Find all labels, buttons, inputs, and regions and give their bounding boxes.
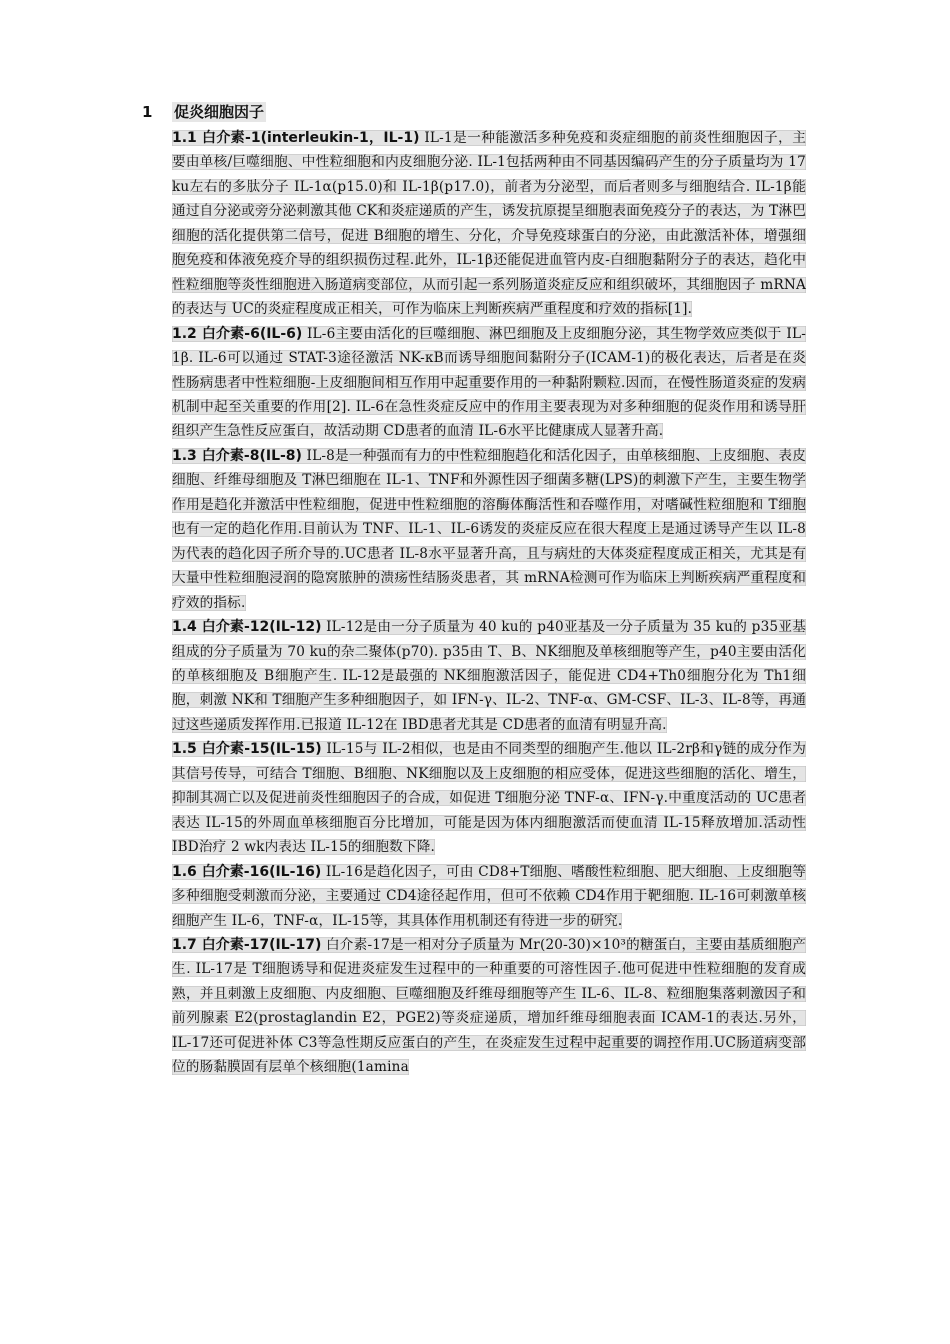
paragraph-il16	[172, 860, 806, 933]
paragraph-title: 1.2 白介素-6(IL-6)	[172, 325, 303, 342]
paragraph-title: 1.5 白介素-15(IL-15)	[172, 741, 322, 758]
heading-title: 促炎细胞因子	[174, 103, 265, 121]
paragraph-body: IL-15与 IL-2相似，也是由不同类型的细胞产生.他以 IL-2rβ和γ链的成分作为其信号传导，可结合 T细胞、B细胞、NK细胞以及上皮细胞的相应受体，促进这些细胞的活化、增生，抑制其凋亡以及促进前炎性细胞因子的合成，如促进 T细胞分泌 TNF-α、IFN-γ.中重度活动的 UC患者表达 IL-15的外周血单核细胞百分比增加，可能是因为体内细胞激活而使血清 IL-15释放增加.活动性 IBD治疗 2 wk内表达 IL-15的细胞数下降.	[172, 741, 806, 856]
paragraph-il12	[172, 615, 806, 737]
paragraph-body: IL-1是一种能激活多种免疫和炎症细胞的前炎性细胞因子，主要由单核/巨噬细胞、中性粒细胞和内皮细胞分泌. IL-1包括两种由不同基因编码产生的分子质量均为 17 ku左右的多肽分子 IL-1α(p15.0)和 IL-1β(p17.0)，前者为分泌型，而后者则多与细胞结合. IL-1β能通过自分泌或旁分泌刺激其他 CK和炎症递质的产生，诱发抗原提呈细胞表面免疫分子的表达，为 T淋巴细胞的活化提供第二信号，促进 B细胞的增生、分化，介导免疫球蛋白的分泌，由此激活补体，增强细胞免疫和体液免疫介导的组织损伤过程.此外，IL-1β还能促进血管内皮-白细胞黏附分子的表达，趋化中性粒细胞等炎性细胞进入肠道病变部位，从而引起一系列肠道炎症反应和组织破坏，其细胞因子 mRNA的表达与 UC的炎症程度成正相关，可作为临床上判断疾病严重程度和疗效的指标[1].	[172, 130, 806, 318]
paragraph-title: 1.7 白介素-17(IL-17)	[172, 936, 322, 953]
paragraph-title: 1.1 白介素-1(interleukin-1，IL-1)	[172, 130, 420, 146]
paragraph-il8	[172, 444, 806, 615]
paragraph-body: IL-8是一种强而有力的中性粒细胞趋化和活化因子，由单核细胞、上皮细胞、表皮细胞、纤维母细胞及 T淋巴细胞在 IL-1、TNF和外源性因子细菌多糖(LPS)的刺激下产生，主要生物学作用是趋化并激活中性粒细胞，促进中性粒细胞的溶酶体酶活性和吞噬作用，对嗜碱性粒细胞和 T细胞也有一定的趋化作用.目前认为 TNF、IL-1、IL-6诱发的炎症反应在很大程度上是通过诱导产生以 IL-8为代表的趋化因子所介导的.UC患者 IL-8水平显著升高，且与病灶的大体炎症程度成正相关，尤其是有大量中性粒细胞浸润的隐窝脓肿的溃疡性结肠炎患者，其 mRNA检测可作为临床上判断疾病严重程度和疗效的指标.	[172, 447, 806, 611]
paragraph-title: 1.3 白介素-8(IL-8)	[172, 447, 302, 464]
paragraph-body: IL-16是趋化因子，可由 CD8+T细胞、嗜酸性粒细胞、肥大细胞、上皮细胞等多种细胞受刺激而分泌，主要通过 CD4途径起作用，但可不依赖 CD4作用于靶细胞. IL-16可刺激单核细胞产生 IL-6，TNF-α，IL-15等，其具体作用机制还有待进一步的研究.	[172, 863, 807, 929]
paragraph-il6	[172, 322, 806, 444]
paragraph-il17	[172, 933, 806, 1080]
paragraph-body: IL-6主要由活化的巨噬细胞、淋巴细胞及上皮细胞分泌，其生物学效应类似于 IL-1β. IL-6可以通过 STAT-3途径激活 NK-κB而诱导细胞间黏附分子(ICAM-1)的极化表达，后者是在炎性肠病患者中性粒细胞-上皮细胞间相互作用中起重要作用的一种黏附颗粒.因而，在慢性肠道炎症的发病机制中起至关重要的作用[2]. IL-6在急性炎症反应中的作用主要表现为对多种细胞的促炎作用和诱导肝组织产生急性反应蛋白，故活动期 CD患者的血清 IL-6水平比健康成人显著升高.	[172, 325, 806, 440]
paragraph-body: 白介素-17是一相对分子质量为 Mr(20-30)×10³的糖蛋白，主要由基质细胞产生. IL-17是 T细胞诱导和促进炎症发生过程中的一种重要的可溶性因子.他可促进中性粒细胞的发育成熟，并且刺激上皮细胞、内皮细胞、巨噬细胞及纤维母细胞等产生 IL-6、IL-8、粒细胞集落刺激因子和前列腺素 E2(prostaglandin E2，PGE2)等炎症递质，增加纤维母细胞表面 ICAM-1的表达.另外，IL-17还可促进补体 C3等急性期反应蛋白的产生，在炎症发生过程中起重要的调控作用.UC肠道病变部位的肠黏膜固有层单个核细胞(1amina	[172, 936, 806, 1076]
paragraph-body: IL-12是由一分子质量为 40 ku的 p40亚基及一分子质量为 35 ku的 p35亚基组成的分子质量为 70 ku的杂二聚体(p70). p35由 T、B、NK细胞及单核细胞等产生，p40主要由活化的单核细胞及 B细胞产生. IL-12是最强的 NK细胞激活因子，能促进 CD4+Th0细胞分化为 Th1细胞，刺激 NK和 T细胞产生多种细胞因子，如 IFN-γ、IL-2、TNF-α、GM-CSF、IL-3、IL-8等，再通过这些递质发挥作用.已报道 IL-12在 IBD患者尤其是 CD患者的血清有明显升高.	[172, 619, 807, 733]
paragraph-il15	[172, 737, 806, 859]
paragraph-il1	[172, 126, 806, 322]
document-body	[172, 126, 806, 1080]
paragraph-title: 1.6 白介素-16(IL-16)	[172, 863, 322, 880]
heading-number: 1	[142, 103, 153, 121]
section-heading	[142, 101, 266, 123]
paragraph-title: 1.4 白介素-12(IL-12)	[172, 619, 322, 636]
